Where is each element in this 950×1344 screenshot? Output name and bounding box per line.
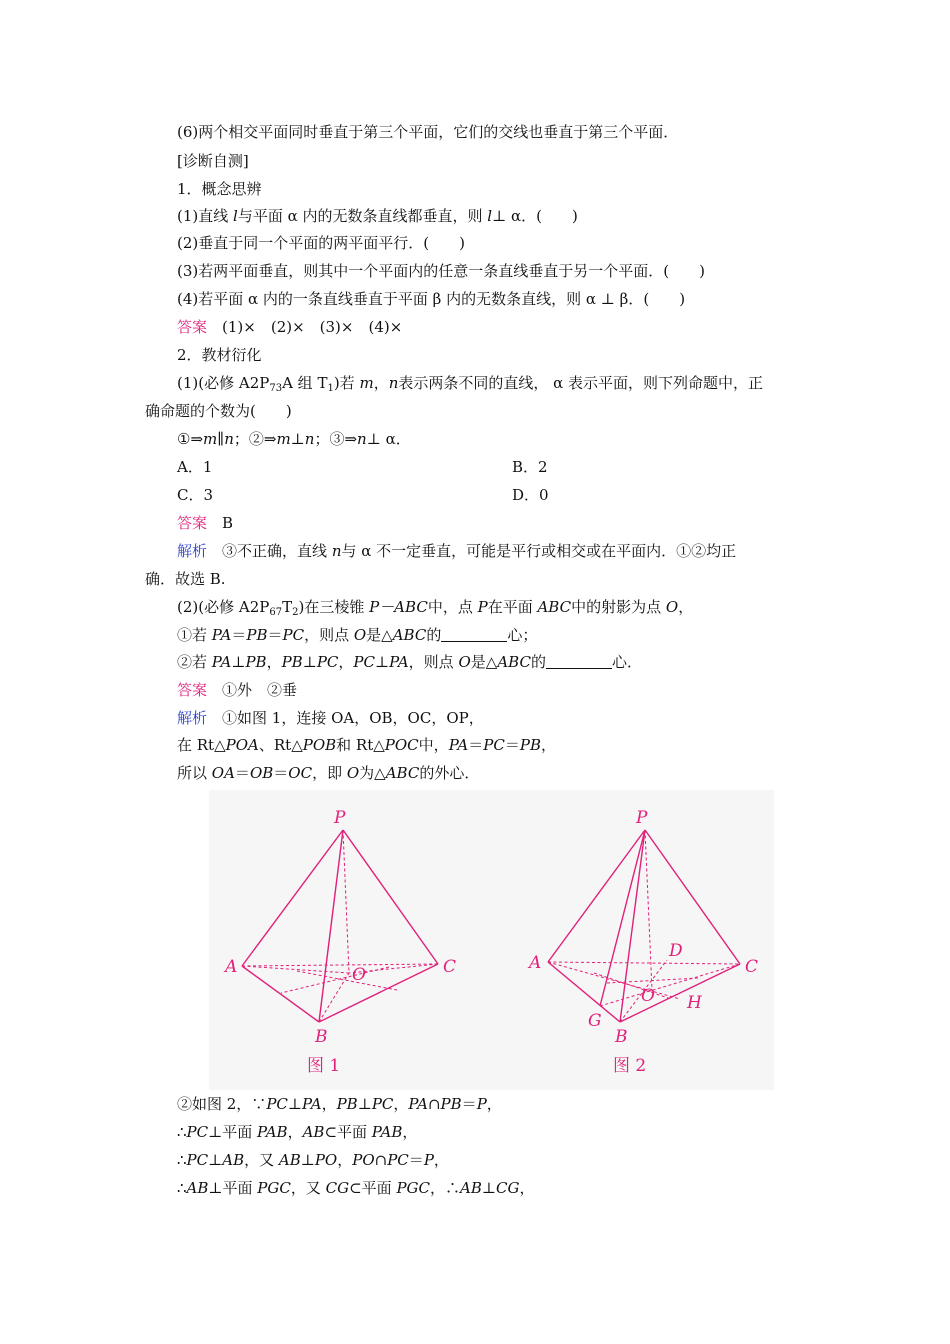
fig1-edge-ab [242, 966, 319, 1022]
fig2-edge-bc [620, 964, 740, 1022]
fig2-caption: 图 2 [613, 1056, 647, 1076]
q2-2: (2)(必修 $A2P_{67}T_2$)在三棱锥 P－ABC中，点 P在平面 ABC中的射影为点 O， [177, 598, 694, 618]
q1-2: (2)垂直于同一个平面的两平面平行．( ) [177, 234, 465, 252]
q1-4: (4)若平面 α 内的一条直线垂直于平面 β 内的无数条直线，则 α ⊥ β．( ) [177, 290, 686, 308]
q2-2-part2: ②若 PA⊥PB，PB⊥PC，PC⊥PA，则点 O是△ABC的 心． [177, 653, 642, 671]
answer-2: 答案 B [177, 514, 234, 532]
explanation-2: 解析 ①如图 1，连接 OA，OB，OC，OP， [177, 709, 484, 727]
fig1-label-p: P [334, 808, 346, 828]
fig2-label-c: C [745, 957, 759, 977]
explanation-1: 解析 ③不正确，直线 n与 α 不一定垂直，可能是平行或相交或在平面内．①②均正 [177, 542, 737, 560]
figure-panel [209, 790, 774, 1090]
fig2-label-p: P [636, 808, 648, 828]
explanation-2-step2: ∴PC⊥平面 PAB，AB⊂平面 PAB， [177, 1123, 418, 1141]
section-heading: [诊断自测] [177, 152, 249, 170]
q2-1-cont: 确命题的个数为( ) [145, 402, 292, 420]
blank-1 [441, 627, 507, 642]
fig1-aux-1 [297, 971, 397, 990]
fig1-label-o: O [352, 965, 366, 985]
fig2-edge-ac [548, 962, 740, 964]
explanation-2-step4: ∴AB⊥平面 PGC，又 CG⊂平面 PGC，∴AB⊥CG， [177, 1179, 535, 1197]
heading-1: 1．概念思辨 [177, 180, 262, 198]
blank-2 [546, 654, 612, 669]
explanation-1-cont: 确．故选 B. [145, 570, 226, 588]
fig1-label-b: B [315, 1027, 328, 1047]
fig1-label-a: A [225, 957, 238, 977]
fig2-edge-pc [645, 830, 740, 964]
fig1-edge-ac [242, 964, 438, 966]
explanation-2-line3: 所以 OA＝OB＝OC，即 O为△ABC的外心． [177, 764, 480, 782]
q2-2-part1: ①若 PA＝PB＝PC，则点 O是△ABC的 心； [177, 626, 538, 644]
fig2-label-o: O [641, 986, 655, 1006]
fig2-seg-gc [600, 964, 740, 1006]
figure-1-labels [223, 808, 456, 1076]
fig2-seg-ah [548, 962, 680, 999]
explanation-2-step3: ∴PC⊥AB，又 AB⊥PO，PO∩PC＝P， [177, 1151, 449, 1169]
fig1-seg-po [343, 830, 349, 973]
option-c: C．3 [177, 486, 214, 504]
line-6: (6)两个相交平面同时垂直于第三个平面，它们的交线也垂直于第三个平面． [177, 123, 679, 141]
explanation-2-line2: 在 Rt△POA、Rt△POB和 Rt△POC中，PA＝PC＝PB， [177, 736, 556, 754]
fig1-edge-pb [319, 830, 343, 1022]
answer-3: 答案 ①外 ②垂 [177, 681, 298, 699]
fig1-caption: 图 1 [307, 1056, 341, 1076]
heading-2: 2．教材衍化 [177, 346, 262, 364]
explanation-2-part2: ②如图 2，∵PC⊥PA，PB⊥PC，PA∩PB＝P， [177, 1095, 502, 1113]
fig1-label-c: C [443, 957, 457, 977]
option-a: A．1 [177, 458, 213, 476]
option-d: D．0 [512, 486, 549, 504]
fig2-label-h: H [687, 993, 702, 1013]
answer-1: 答案 (1)× (2)× (3)× (4)× [177, 318, 403, 336]
fig2-seg-po [645, 830, 652, 990]
fig2-edge-pg [600, 830, 645, 1006]
fig2-label-g: G [588, 1011, 602, 1031]
fig1-edge-pc [343, 830, 438, 964]
q2-1: (1)(必修 $A2P_{73}A$ 组 $T_1$)若 m，n表示两条不同的直线， α 表示平面，则下列命题中，正 [177, 374, 764, 394]
figure-1 [242, 830, 438, 1022]
q1-1: (1)直线 l与平面 α 内的无数条直线都垂直，则 l⊥ α．( ) [177, 207, 578, 225]
fig1-seg-oa [242, 966, 349, 973]
q1-3: (3)若两平面垂直，则其中一个平面内的任意一条直线垂直于另一个平面．( ) [177, 262, 705, 280]
tetrahedron-figures [209, 790, 774, 1090]
fig2-label-b: B [615, 1027, 628, 1047]
fig2-label-a: A [529, 953, 542, 973]
fig2-label-d: D [669, 941, 683, 961]
q2-1-props: ①⇒m∥n；②⇒m⊥n；③⇒n⊥ α． [177, 430, 411, 448]
option-b: B．2 [512, 458, 548, 476]
